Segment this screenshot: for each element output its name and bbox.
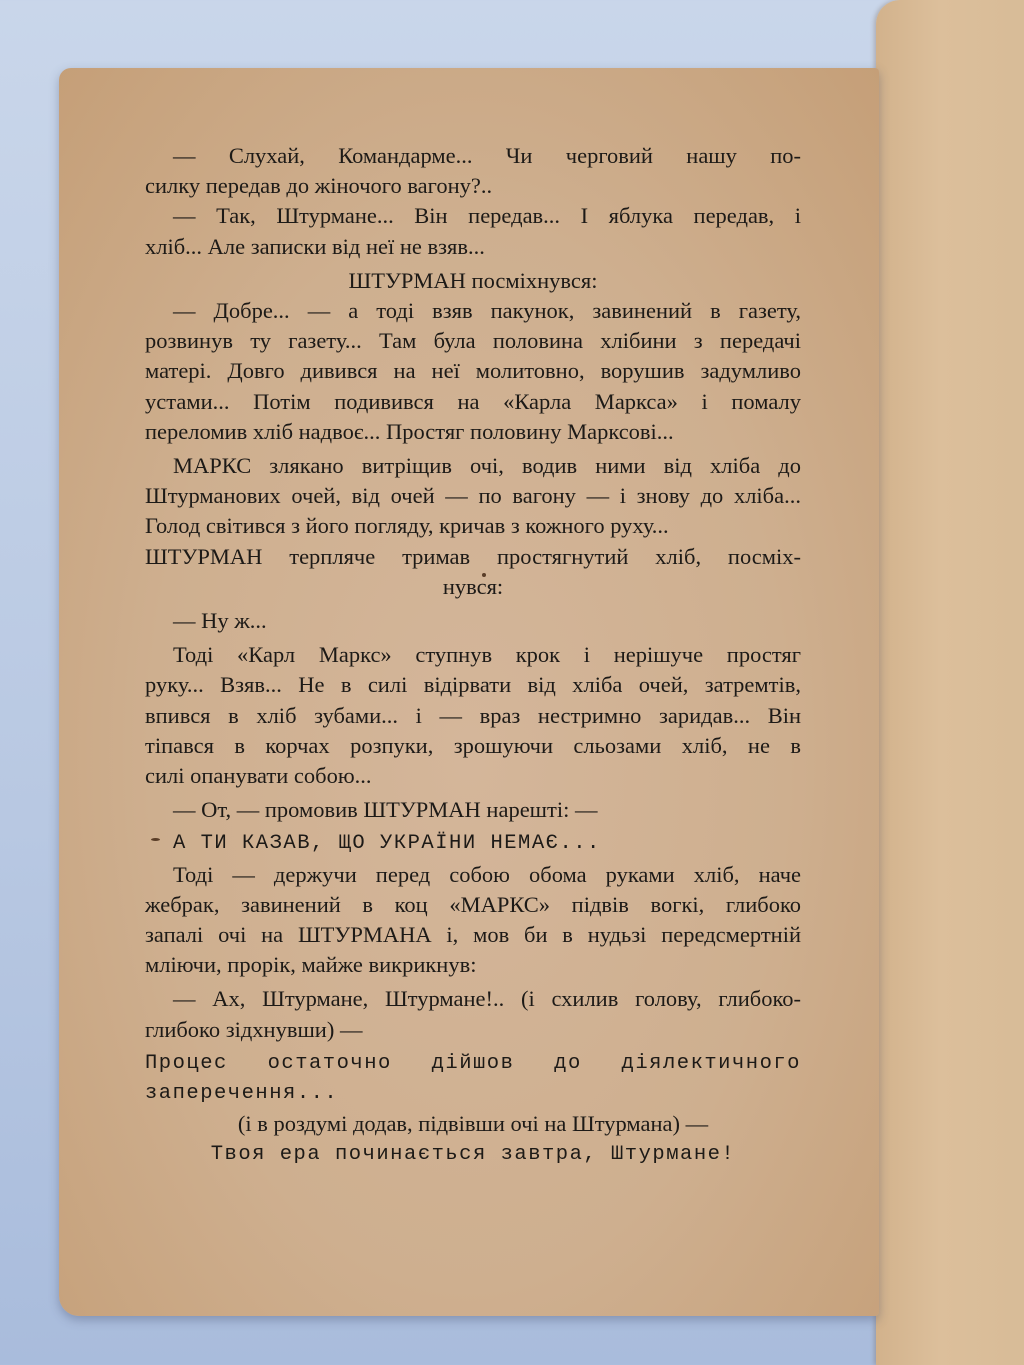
text-line: запалі очі на ШТУРМАНА і, мов би в нудьзі передсмертній — [145, 922, 801, 948]
text-line: хліб... Але записки від неї не взяв... — [145, 233, 485, 259]
text-line-dialogue: — Добре... — а тоді взяв пакунок, завинений в газету, — [173, 298, 801, 324]
text-line-dialogue: — Так, Штурмане... Він передав... І яблука передав, і — [173, 203, 801, 229]
book-page — [59, 68, 879, 1316]
text-line-typed: Процес остаточно дійшов до діялектичного — [145, 1051, 801, 1075]
text-line: впився в хліб зубами... і — враз нестримно заридав... Він — [145, 702, 801, 728]
text-line-paragraph: ШТУРМАН терпляче тримав простягнутий хліб, посміх- — [145, 543, 801, 569]
text-line: глибоко зідхнувши) — — [145, 1016, 363, 1042]
text-line-dialogue: — От, — промовив ШТУРМАН нарешті: — — [173, 797, 598, 823]
text-line-heading: ШТУРМАН посміхнувся: — [348, 267, 598, 293]
text-line-closing: Твоя ера починається завтра, Штурмане! — [210, 1142, 736, 1166]
text-line-dialogue: — Ах, Штурмане, Штурмане!.. (і схилив голову, глибоко- — [173, 986, 801, 1012]
next-page-edge — [876, 0, 1024, 1365]
text-line: переломив хліб надвоє... Простяг половину Марксові... — [145, 418, 674, 444]
text-line: Штурманових очей, від очей — по вагону — і знову до хліба... — [145, 483, 801, 509]
text-line-exclamation: А ТИ КАЗАВ, ЩО УКРАЇНИ НЕМАЄ... — [173, 832, 601, 856]
page-text — [145, 141, 801, 1170]
text-line: устами... Потім подивився на «Карла Маркса» і помалу — [145, 388, 801, 414]
text-line-paragraph: Тоді «Карл Маркс» ступнув крок і нерішуче простяг — [173, 642, 801, 668]
text-line-dialogue: — Ну ж... — [173, 608, 267, 634]
text-line: жебрак, завинений в коц «МАРКС» підвів вогкі, глибоко — [145, 891, 801, 917]
text-line: розвинув ту газету... Там була половина хлібини з передачі — [145, 328, 801, 354]
text-line-paragraph: Тоді — держучи перед собою обома руками хліб, наче — [173, 861, 801, 887]
text-line: матері. Довго дивився на неї молитовно, ворушив задумливо — [145, 358, 801, 384]
text-line: Голод світився з його погляду, кричав з кожного руху... — [145, 513, 669, 539]
text-line: силі опанувати собою... — [145, 763, 372, 789]
text-line: мліючи, прорік, майже викрикнув: — [145, 952, 477, 978]
text-line: нувся: — [442, 573, 504, 599]
text-line-typed: заперечення... — [145, 1082, 339, 1106]
text-line: тіпався в корчах розпуки, зрошуючи сльозами хліб, не в — [145, 732, 801, 758]
text-line-dialogue: — Слухай, Командарме... Чи черговий нашу по- — [173, 143, 801, 168]
text-line-paragraph: МАРКС злякано витріщив очі, водив ними від хліба до — [173, 453, 801, 479]
text-line-aside: (і в роздумі додав, підвівши очі на Штурмана) — — [237, 1111, 709, 1137]
text-line: руку... Взяв... Не в силі відірвати від хліба очей, затремтів, — [145, 672, 801, 698]
text-line: силку передав до жіночого вагону?.. — [145, 173, 493, 199]
